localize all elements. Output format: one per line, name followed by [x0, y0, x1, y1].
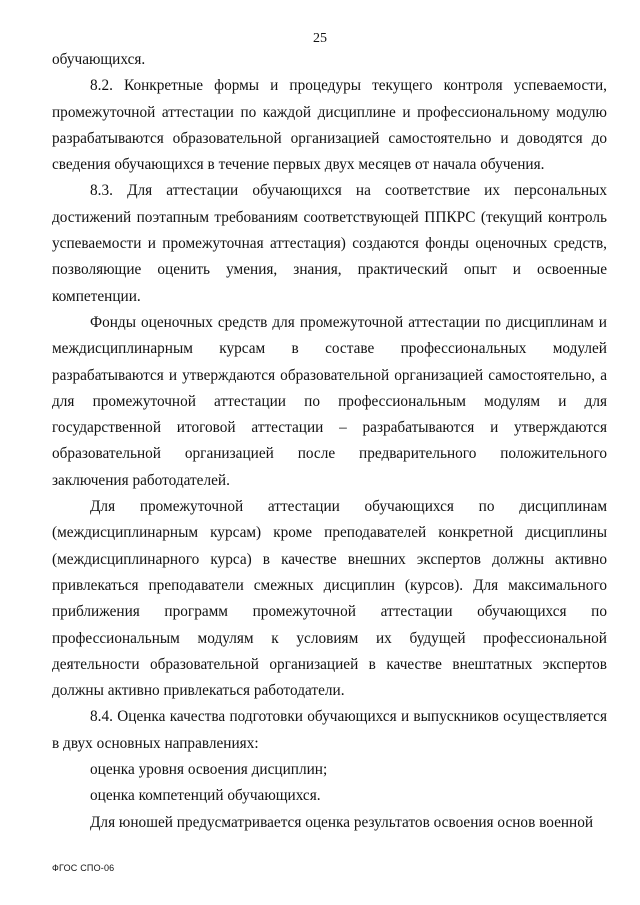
paragraph-8-4: 8.4. Оценка качества подготовки обучающихся и выпускников осуществляется в двух основных направлениях:: [52, 708, 607, 752]
list-item-competence-assessment: оценка компетенций обучающихся.: [90, 787, 321, 805]
paragraph-continuation: обучающихся.: [52, 51, 146, 68]
page-number: 25: [313, 31, 327, 46]
paragraph-external-experts: Для промежуточной аттестации обучающихся по дисциплинам (междисциплинарным курсам) кроме преподавателей конкретной дисциплины (междисциплинарного курса) в качестве внешних экспертов должны активно привлекаться преподаватели смежных дисциплин (курсов). Для максимального приближения программ промежуточной аттестации обучающихся по профессиональным модулям к условиям их будущей профессиональной деятельности образовательной организацией в качестве внештатных экспертов должны активно привлекаться работодатели.: [52, 498, 607, 700]
page-body: [52, 47, 607, 836]
paragraph-8-3: 8.3. Для аттестации обучающихся на соответствие их персональных достижений поэтапным требованиям соответствующей ППКРС (текущий контроль успеваемости и промежуточная аттестация) создаются фонды оценочных средств, позволяющие оценить умения, знания, практический опыт и освоенные компетенции.: [52, 182, 607, 305]
document-footer: ФГОС СПО-06: [52, 863, 115, 873]
list-item-discipline-assessment: оценка уровня освоения дисциплин;: [90, 761, 328, 779]
paragraph-assessment-funds: Фонды оценочных средств для промежуточной аттестации по дисциплинам и междисциплинарным курсам в составе профессиональных модулей разрабатываются и утверждаются образовательной организацией самостоятельно, а для промежуточной аттестации по профессиональным модулям и для государственной итоговой аттестации – разрабатываются и утверждаются образовательной организацией после предварительного положительного заключения работодателей.: [52, 313, 607, 489]
paragraph-8-2: 8.2. Конкретные формы и процедуры текущего контроля успеваемости, промежуточной аттестации по каждой дисциплине и профессиональному модулю разрабатываются образовательной организацией самостоятельно и доводятся до сведения обучающихся в течение первых двух месяцев от начала обучения.: [52, 77, 607, 174]
paragraph-military-basics: Для юношей предусматривается оценка результатов освоения основ военной: [90, 813, 594, 831]
